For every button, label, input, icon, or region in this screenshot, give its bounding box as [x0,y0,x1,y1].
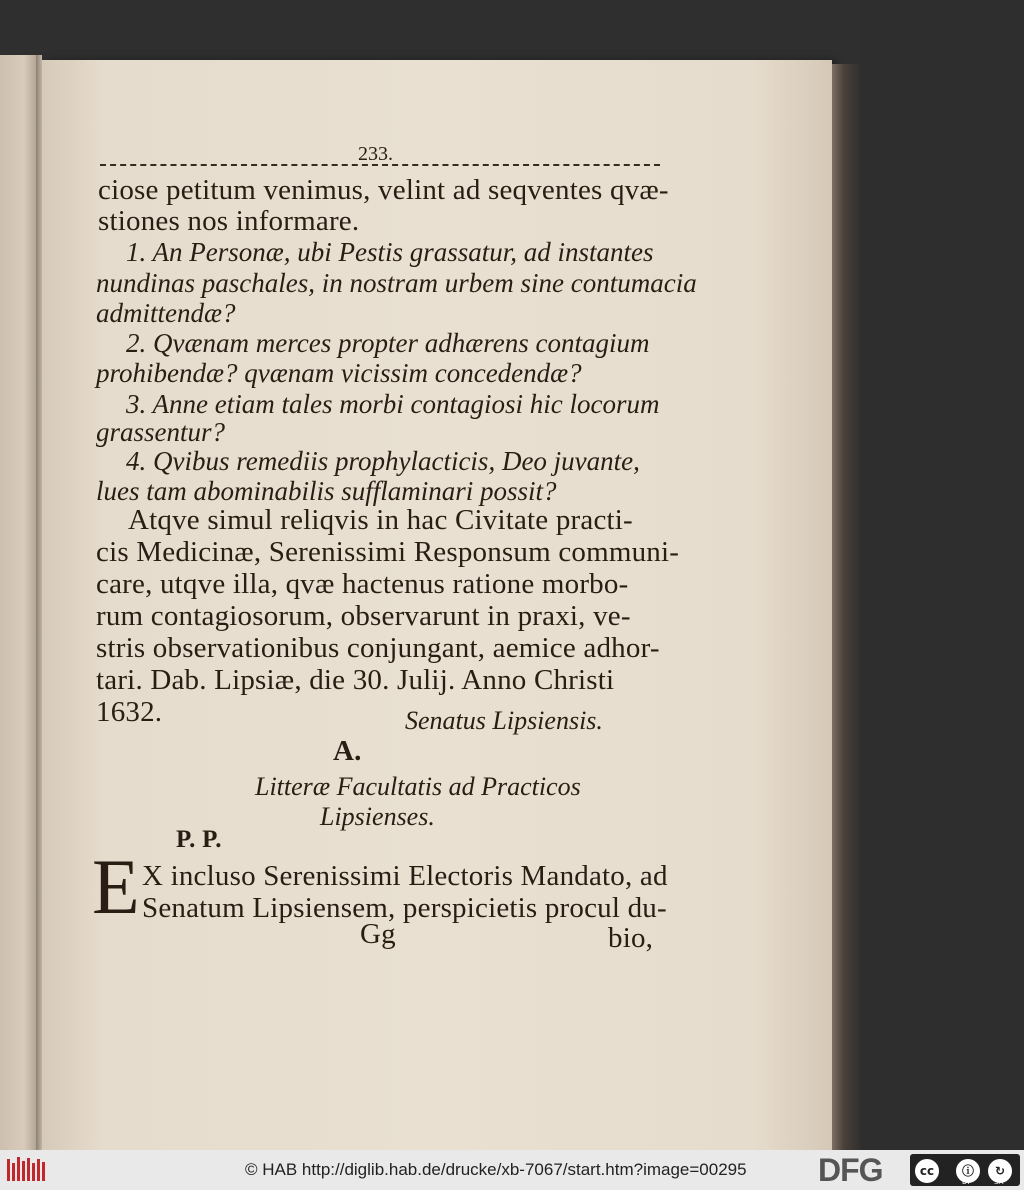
question-4-line-1: 4. Qvibus remediis prophylacticis, Deo juvante, [126,446,640,476]
signature-mark: Gg [360,918,396,950]
share-alike-icon: ↻ [986,1157,1014,1185]
heading-line-2: Lipsienses. [320,802,435,831]
header-rule [100,164,660,166]
text-line-1: ciose petitum venimus, velint ad seqventes qvæ- [98,174,669,206]
scan-background-right [860,0,1024,1150]
section-mark: A. [333,735,362,767]
paragraph-line-1: Atqve simul reliqvis in hac Civitate practi- [128,504,633,536]
question-2-line-1: 2. Qvænam merces propter adhærens contagium [126,328,650,358]
final-line-2: Senatum Lipsiensem, perspicietis procul du- [142,892,667,924]
heading-line-1: Litteræ Facultatis ad Practicos [255,772,581,801]
paragraph-line-4: rum contagiosorum, observarunt in praxi, ve- [96,600,631,632]
dfg-logo: DFG [818,1152,883,1188]
question-3-line-1: 3. Anne etiam tales morbi contagiosi hic locorum [126,389,660,419]
question-2-line-2: prohibendæ? qvænam vicissim concedendæ? [96,358,582,388]
license-by-label: BY [962,1178,971,1186]
license-sa-label: SA [994,1178,1004,1186]
final-line-1: X incluso Serenissimi Electoris Mandato, ad [142,860,668,892]
paragraph-line-3: care, utqve illa, qvæ hactenus ratione morbo- [96,568,629,600]
drop-cap: E [92,843,140,930]
question-1-line-2: nundinas paschales, in nostram urbem sine contumacia [96,268,697,298]
text-line-2: stiones nos informare. [98,205,360,237]
page-number: 233. [358,143,393,165]
question-1-line-3: admittendæ? [96,298,236,328]
previous-page-edge [0,55,40,1150]
catchword: bio, [608,922,654,954]
footer-bar [0,1150,1024,1190]
question-4-line-2: lues tam abominabilis sufflaminari possit? [96,476,557,506]
paragraph-line-7: 1632. [96,696,163,728]
paragraph-line-5: stris observationibus conjungant, aemice adhor- [96,632,660,664]
cc-icon: cc [913,1157,941,1185]
hab-logo-icon[interactable] [6,1155,50,1185]
page-edge-shadow [832,64,862,1150]
question-3-line-2: grassentur? [96,417,226,447]
paragraph-line-2: cis Medicinæ, Serenissimi Responsum communi- [96,536,680,568]
salutation: P. P. [176,826,222,853]
question-1-line-1: 1. An Personæ, ubi Pestis grassatur, ad instantes [126,237,654,267]
cc-by-sa-icon[interactable] [910,1154,1020,1186]
footer-source-link[interactable]: © HAB http://diglib.hab.de/drucke/xb-7067/start.htm?image=00295 [245,1160,747,1179]
attribution-icon: ⓘ [954,1157,982,1185]
signature: Senatus Lipsiensis. [405,706,603,735]
paragraph-line-6: tari. Dab. Lipsiæ, die 30. Julij. Anno Christi [96,664,615,696]
